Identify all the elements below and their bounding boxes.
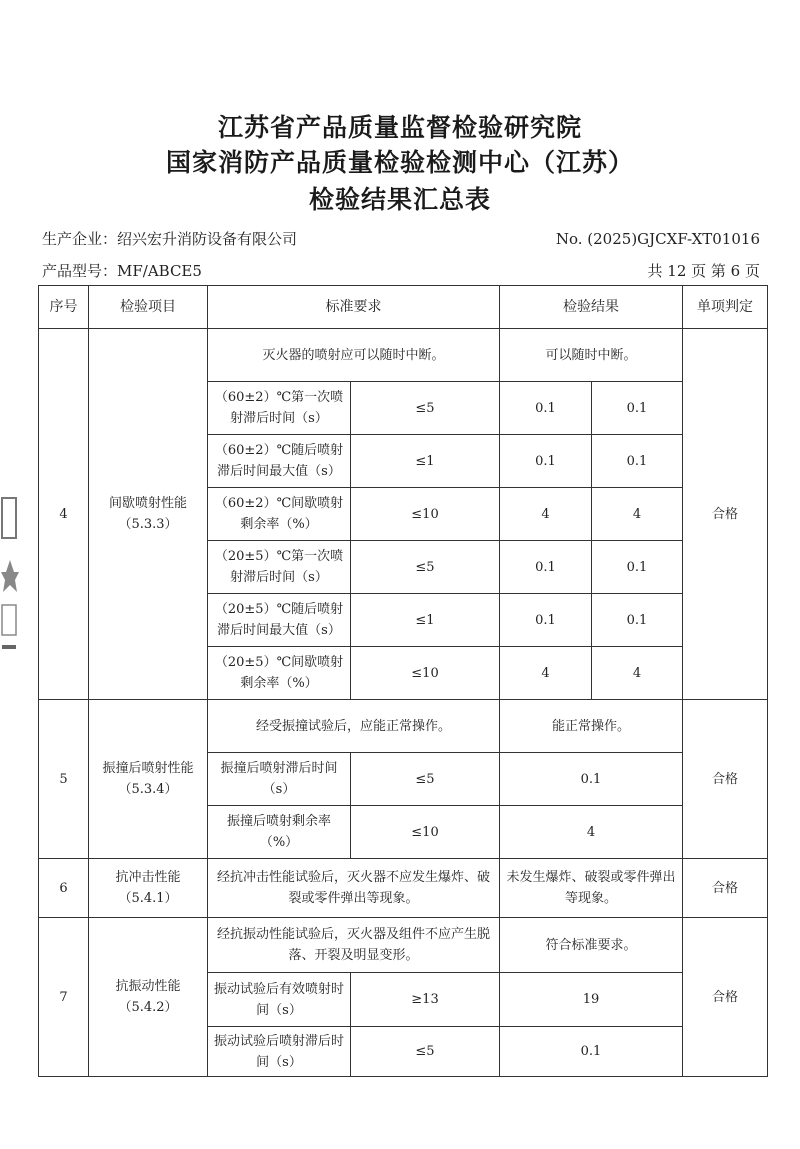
sub-result: 0.1	[592, 382, 683, 435]
verdict-cell: 合格	[683, 918, 768, 1077]
report-number: No. (2025)GJCXF-XT01016	[555, 230, 760, 248]
sub-result: 0.1	[500, 541, 592, 594]
sub-result: 4	[592, 488, 683, 541]
sub-requirement: ≤5	[351, 753, 500, 806]
table-row	[39, 329, 768, 382]
seq-cell: 6	[39, 859, 89, 918]
sub-item-label: （20±5）℃第一次喷射滞后时间（s）	[208, 541, 351, 594]
sub-requirement: ≤1	[351, 594, 500, 647]
item-cell: 抗振动性能（5.4.2）	[89, 918, 208, 1077]
page-info: 共 12 页 第 6 页	[647, 262, 760, 280]
sub-item-label: （20±5）℃间歇喷射剩余率（%）	[208, 647, 351, 700]
requirement-cell: 经受振撞试验后，应能正常操作。	[208, 700, 500, 753]
verdict-cell: 合格	[683, 859, 768, 918]
col-verdict-header: 单项判定	[683, 286, 768, 329]
seq-cell: 5	[39, 700, 89, 859]
header-row	[39, 286, 768, 329]
model-label: 产品型号：MF/ABCE5	[42, 262, 202, 280]
sub-item-label: （60±2）℃随后喷射滞后时间最大值（s）	[208, 435, 351, 488]
sub-result: 0.1	[500, 1027, 683, 1077]
col-result-header: 检验结果	[500, 286, 683, 329]
sub-result: 19	[500, 973, 683, 1027]
sub-item-label: 振动试验后有效喷射时间（s）	[208, 973, 351, 1027]
sub-requirement: ≤10	[351, 488, 500, 541]
center-title: 国家消防产品质量检验检测中心（江苏）	[165, 148, 634, 177]
result-cell: 符合标准要求。	[500, 918, 683, 973]
verdict-cell: 合格	[683, 700, 768, 859]
result-cell: 可以随时中断。	[500, 329, 683, 382]
col-item-header: 检验项目	[89, 286, 208, 329]
seal-fragment	[0, 490, 20, 660]
col-standard-header: 标准要求	[208, 286, 500, 329]
sub-requirement: ≤10	[351, 806, 500, 859]
sub-result: 4	[592, 647, 683, 700]
sub-item-label: 振动试验后喷射滞后时间（s）	[208, 1027, 351, 1077]
sub-item-label: 振撞后喷射剩余率（%）	[208, 806, 351, 859]
table-row	[39, 859, 768, 918]
table-title: 检验结果汇总表	[308, 185, 491, 214]
sub-requirement: ≥13	[351, 973, 500, 1027]
table-row	[39, 700, 768, 753]
sub-requirement: ≤1	[351, 435, 500, 488]
sub-result: 4	[500, 806, 683, 859]
sub-result: 4	[500, 488, 592, 541]
sub-result: 0.1	[500, 435, 592, 488]
table-row	[39, 918, 768, 973]
item-cell: 振撞后喷射性能（5.3.4）	[89, 700, 208, 859]
sub-item-label: 振撞后喷射滞后时间（s）	[208, 753, 351, 806]
company-label: 生产企业：绍兴宏升消防设备有限公司	[42, 230, 298, 248]
sub-item-label: （60±2）℃第一次喷射滞后时间（s）	[208, 382, 351, 435]
sub-requirement: ≤5	[351, 1027, 500, 1077]
sub-requirement: ≤5	[351, 382, 500, 435]
requirement-cell: 经抗冲击性能试验后，灭火器不应发生爆炸、破裂或零件弹出等现象。	[208, 859, 500, 918]
result-cell: 未发生爆炸、破裂或零件弹出等现象。	[500, 859, 683, 918]
seq-cell: 7	[39, 918, 89, 1077]
sub-requirement: ≤10	[351, 647, 500, 700]
sub-result: 0.1	[592, 435, 683, 488]
sub-item-label: （60±2）℃间歇喷射剩余率（%）	[208, 488, 351, 541]
seq-cell: 4	[39, 329, 89, 700]
sub-requirement: ≤5	[351, 541, 500, 594]
verdict-cell: 合格	[683, 329, 768, 700]
sub-result: 0.1	[500, 594, 592, 647]
institute-title: 江苏省产品质量监督检验研究院	[217, 113, 582, 142]
sub-result: 0.1	[592, 541, 683, 594]
sub-result: 4	[500, 647, 592, 700]
requirement-cell: 经抗振动性能试验后，灭火器及组件不应产生脱落、开裂及明显变形。	[208, 918, 500, 973]
item-cell: 抗冲击性能（5.4.1）	[89, 859, 208, 918]
requirement-cell: 灭火器的喷射应可以随时中断。	[208, 329, 500, 382]
sub-result: 0.1	[500, 382, 592, 435]
sub-result: 0.1	[592, 594, 683, 647]
result-cell: 能正常操作。	[500, 700, 683, 753]
item-cell: 间歇喷射性能（5.3.3）	[89, 329, 208, 700]
sub-item-label: （20±5）℃随后喷射滞后时间最大值（s）	[208, 594, 351, 647]
col-seq-header: 序号	[39, 286, 89, 329]
sub-result: 0.1	[500, 753, 683, 806]
result-table	[38, 285, 768, 1077]
